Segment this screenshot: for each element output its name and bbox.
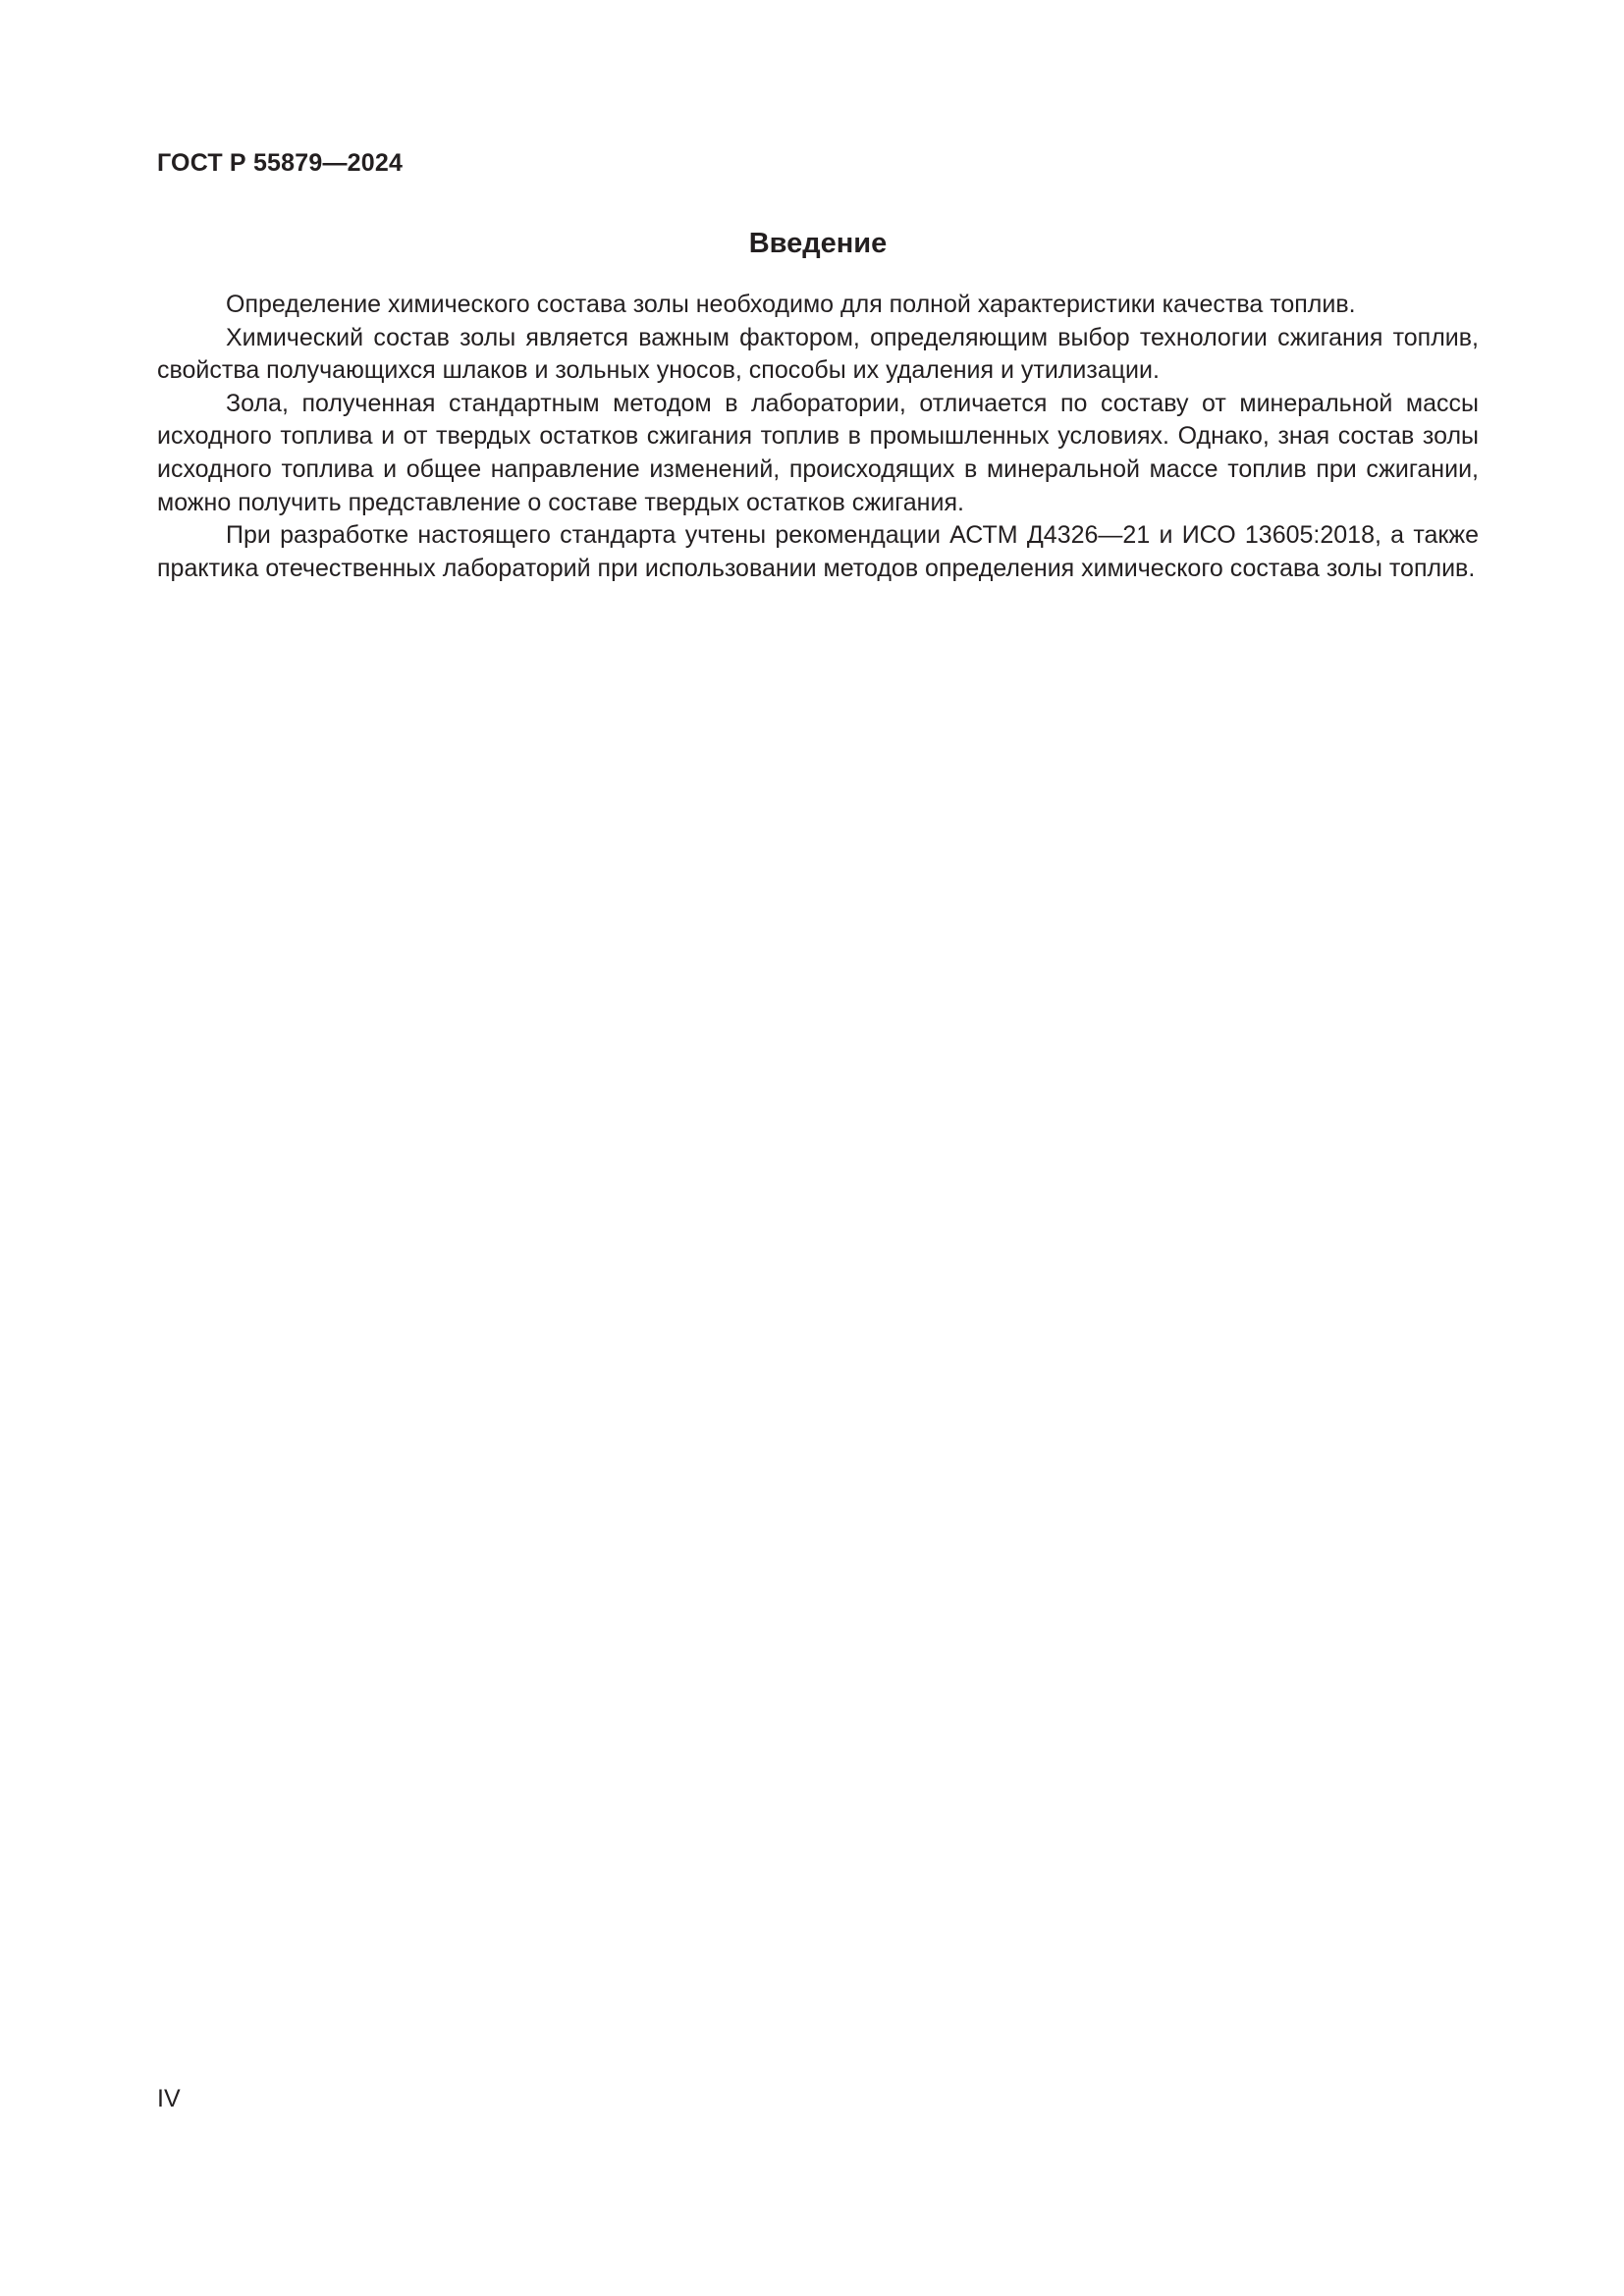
page-number: IV (157, 2085, 181, 2112)
body-text (157, 289, 1479, 585)
paragraph: Определение химического состава золы необходимо для полной характеристики качества топлив. (226, 291, 1356, 318)
document-header: ГОСТ Р 55879—2024 (157, 149, 404, 177)
section-title: Введение (748, 228, 888, 259)
paragraph: Химический состав золы является важным фактором, определяющим выбор технологии сжигания топлив, свойства получающихся шлаков и зольных уносов, способы их удаления и утилизации. (157, 323, 1479, 385)
paragraph: При разработке настоящего стандарта учтены рекомендации АСТМ Д4326—21 и ИСО 13605:2018, а также практика отечественных лабораторий при использовании методов определения химического состава золы топлив. (157, 521, 1479, 582)
paragraph: Зола, полученная стандартным методом в лаборатории, отличается по составу от минеральной массы исходного топлива и от твердых остатков сжигания топлив в промышленных условиях. Однако, зная состав золы исходного топлива и общее направление изменений, происходящих в минеральной массе топлив при сжигании, можно получить представление о составе твердых остатков сжигания. (157, 389, 1479, 516)
